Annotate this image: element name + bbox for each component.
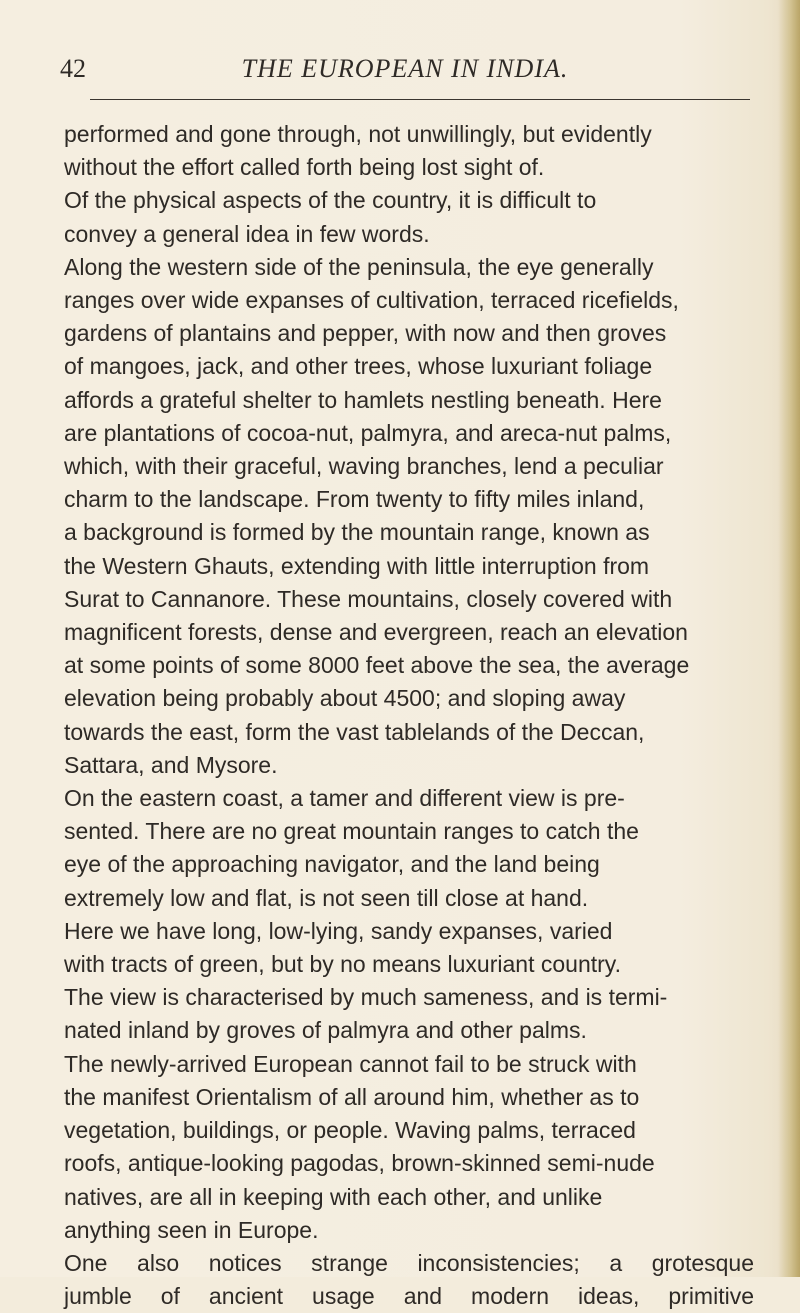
body-text: [64, 118, 754, 1313]
paragraph: Of the physical aspects of the country, it is difficult to convey a general idea in few words.: [64, 187, 597, 247]
page-header: [60, 52, 750, 92]
running-title: THE EUROPEAN IN INDIA.: [241, 54, 569, 83]
paragraph: One also notices strange inconsistencies; a grotesque jumble of ancient usage and modern ideas, primitive: [64, 1249, 754, 1310]
page-edge: [778, 0, 800, 1277]
page-number: 42: [60, 54, 86, 83]
paragraph: The newly-arrived European cannot fail to be struck with the manifest Orientalism of all around him, whether as to vegetation, buildings, or people. Waving palms, terraced roofs, antique-looking pagodas, brown-skinned semi-nude natives, are all in keeping with each other, and unlike anything seen in Europe.: [64, 1050, 655, 1243]
paragraph: performed and gone through, not unwillingly, but evidently without the effort called forth being lost sight of.: [64, 121, 652, 181]
paragraph: Along the western side of the peninsula, the eye generally ranges over wide expanses of cultivation, terraced ricefields, gardens of plantains and pepper, with now and then groves of mangoes, jack, and other trees, whose luxuriant foliage affords a grateful shelter to hamlets nestling beneath. Here are plantations of cocoa-nut, palmyra, and areca-nut palms, which, with their graceful, waving branches, lend a peculiar charm to the landscape. From twenty to fifty miles inland, a background is formed by the mountain range, known as the Western Ghauts, extending with little interruption from Surat to Cannanore. These mountains, closely covered with magnificent forests, dense and evergreen, reach an elevation at some points of some 8000 feet above the sea, the average elevation being probably about 4500; and sloping away towards the east, form the vast tablelands of the Deccan, Sattara, and Mysore.: [64, 253, 690, 778]
paragraph: On the eastern coast, a tamer and different view is pre- sented. There are no great mountain ranges to catch the eye of the approaching navigator, and the land being extremely low and flat, is not seen till close at hand. Here we have long, low-lying, sandy expanses, varied with tracts of green, but by no means luxuriant country. The view is characterised by much sameness, and is termi- nated inland by groves of palmyra and other palms.: [64, 785, 668, 1044]
header-rule: [90, 99, 750, 100]
